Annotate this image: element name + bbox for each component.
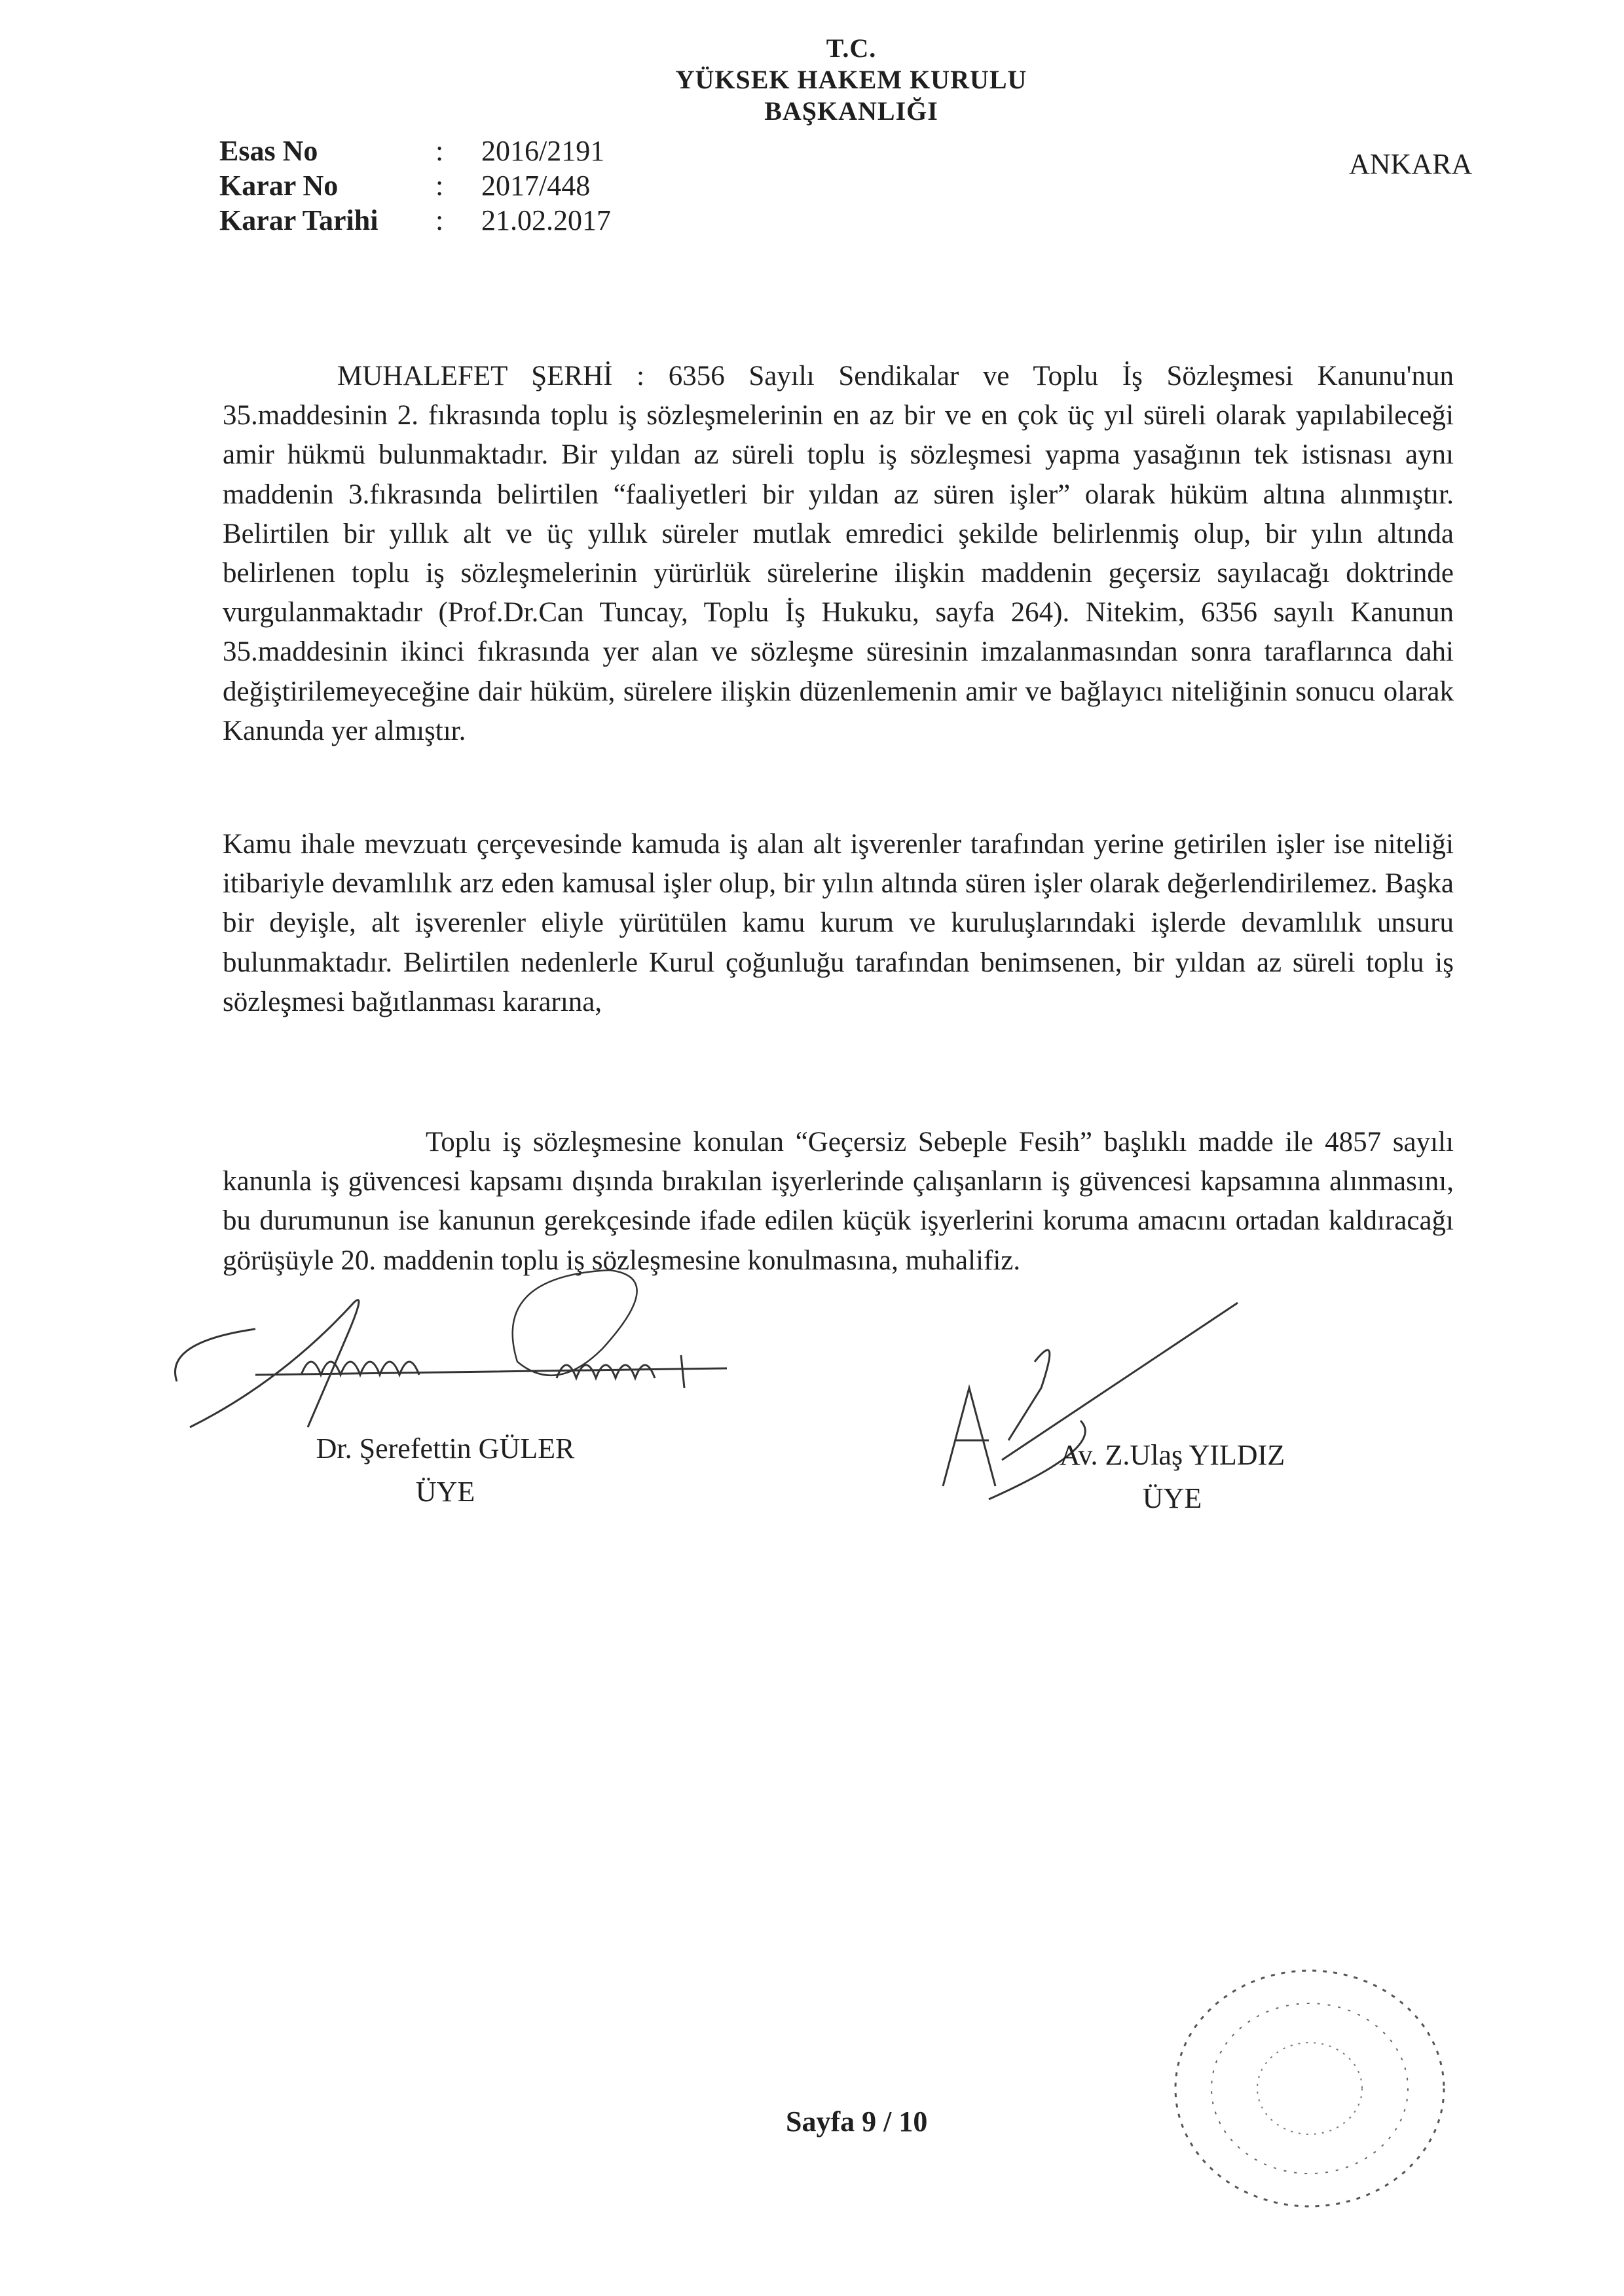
karar-row	[219, 169, 611, 204]
right-signer-title: ÜYE	[1142, 1482, 1202, 1514]
esas-value: 2016/2191	[481, 135, 605, 167]
dissent-paragraph-3: Toplu iş sözleşmesine konulan “Geçersiz Sebeple Fesih” başlıklı madde ile 4857 sayılı kanunla iş güvencesi kapsamı dışında bırakılan işyerlerinde çalışanların iş güvencesi kapsamına alınmasını, bu durumunun ise kanunun gerekçesinde ifade edilen küçük işyerlerini koruma amacını ortadan kaldıracağı görüşüyle 20. maddenin toplu iş sözleşmesine konulmasına, muhalifiz.	[223, 1127, 1454, 1276]
karar-value: 2017/448	[481, 169, 591, 202]
letterhead-line-tc: T.C.	[826, 33, 877, 63]
tarih-value: 21.02.2017	[481, 204, 611, 236]
esas-label: Esas No	[219, 135, 318, 167]
dissent-paragraph-2: Kamu ihale mevzuatı çerçevesinde kamuda iş alan alt işverenler tarafından yerine getirilen işler ise niteliği itibariyle devamlılık arz eden kamusal işler olup, bir yılın altında süren işler olarak değerlendirilemez. Başka bir deyişle, alt işverenler eliyle yürütülen kamu kurum ve kuruluşlarındaki işlerde devamlılık unsuru bulunmaktadır. Belirtilen nedenlerle Kurul çoğunluğu tarafından benimsenen, bir yıldan az süreli toplu iş sözleşmesi bağıtlanması kararına,	[223, 829, 1454, 1017]
esas-row	[219, 134, 611, 169]
dissent-paragraph-1: MUHALEFET ŞERHİ : 6356 Sayılı Sendikalar ve Toplu İş Sözleşmesi Kanunu'nun 35.maddesinin 2. fıkrasında toplu iş sözleşmelerinin en az bir ve en çok üç yıl süreli olarak yapılabileceği amir hükmü bulunmaktadır. Bir yıldan az süreli toplu iş sözleşmesi yapma yasağının tek istisnası aynı maddenin 3.fıkrasında belirtilen “faaliyetleri bir yıldan az süren işler” olarak hüküm altına alınmıştır. Belirtilen bir yıllık alt ve üç yıllık süreler mutlak emredici şekilde belirlenmiş olup, bir yılın altında belirlenen toplu iş sözleşmelerinin yürürlük sürelerine ilişkin maddenin geçersiz sayılacağı doktrinde vurgulanmaktadır (Prof.Dr.Can Tuncay, Toplu İş Hukuku, sayfa 264). Nitekim, 6356 sayılı Kanunun 35.maddesinin ikinci fıkrasında yer alan ve sözleşme süresinin imzalanmasından sonra taraflarınca dahi değiştirilemeyeceğine dair hüküm, sürelere ilişkin düzenlemenin amir ve bağlayıcı niteliğinin sonucu olarak Kanunda yer almıştır.	[223, 361, 1454, 746]
letterhead	[589, 33, 1113, 127]
right-signer-name: Av. Z.Ulaş YILDIZ	[1059, 1439, 1285, 1471]
letterhead-line-institution: YÜKSEK HAKEM KURULU	[675, 65, 1027, 94]
left-signature-block	[275, 1427, 616, 1514]
tarih-colon: :	[435, 204, 444, 236]
case-meta	[219, 134, 611, 238]
tarih-label: Karar Tarihi	[219, 204, 378, 236]
tarih-row	[219, 204, 611, 238]
city-label: ANKARA	[1349, 148, 1473, 180]
esas-colon: :	[435, 135, 444, 167]
left-signer-name: Dr. Şerefettin GÜLER	[316, 1432, 575, 1465]
karar-label: Karar No	[219, 169, 339, 202]
page-number: Sayfa 9 / 10	[786, 2105, 928, 2138]
right-signature-block	[1022, 1434, 1323, 1520]
official-seal-stamp	[1153, 1958, 1467, 2219]
letterhead-line-department: BAŞKANLIĞI	[764, 96, 938, 126]
karar-colon: :	[435, 169, 444, 202]
left-signer-title: ÜYE	[415, 1476, 475, 1508]
